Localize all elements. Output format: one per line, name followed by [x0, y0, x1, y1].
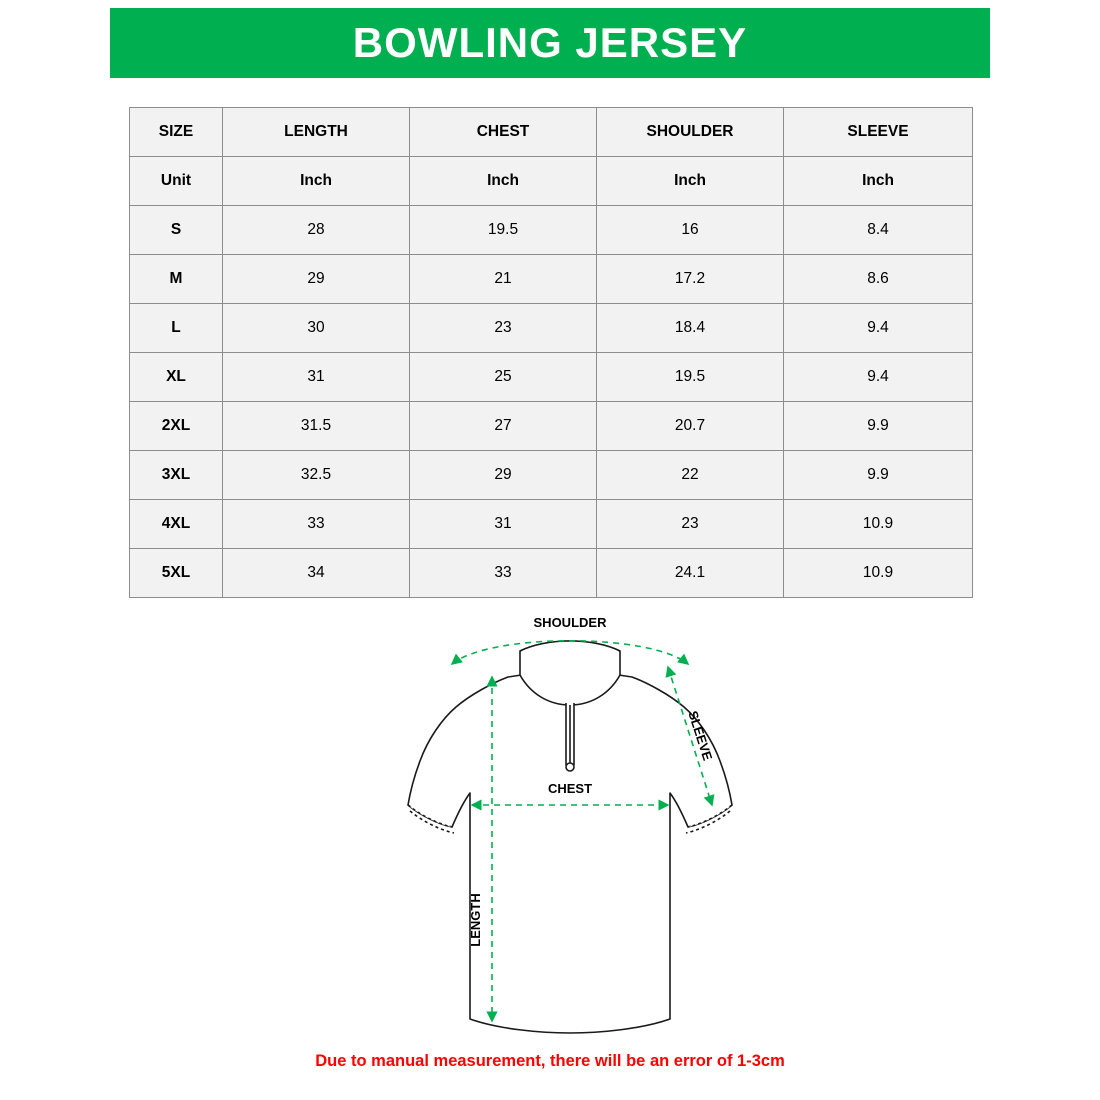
- row-length: 31: [223, 353, 410, 402]
- column-header-sleeve: SLEEVE: [784, 108, 973, 157]
- unit-shoulder: Inch: [597, 157, 784, 206]
- row-length: 28: [223, 206, 410, 255]
- table-row-unit: [130, 157, 973, 206]
- row-size: 5XL: [130, 549, 223, 598]
- table-row: [130, 451, 973, 500]
- size-chart-table: [129, 107, 973, 598]
- unit-sleeve: Inch: [784, 157, 973, 206]
- shoulder-label: SHOULDER: [533, 615, 607, 630]
- row-size: S: [130, 206, 223, 255]
- row-length: 32.5: [223, 451, 410, 500]
- row-size: M: [130, 255, 223, 304]
- unit-label: Unit: [130, 157, 223, 206]
- length-label: LENGTH: [468, 893, 483, 947]
- row-shoulder: 24.1: [597, 549, 784, 598]
- table-row: [130, 255, 973, 304]
- row-shoulder: 17.2: [597, 255, 784, 304]
- row-chest: 25: [410, 353, 597, 402]
- row-size: L: [130, 304, 223, 353]
- table-header-row: [130, 108, 973, 157]
- page-title: BOWLING JERSEY: [352, 19, 748, 66]
- row-chest: 21: [410, 255, 597, 304]
- table-row: [130, 206, 973, 255]
- row-shoulder: 22: [597, 451, 784, 500]
- column-header-chest: CHEST: [410, 108, 597, 157]
- table-row: [130, 353, 973, 402]
- row-shoulder: 19.5: [597, 353, 784, 402]
- row-sleeve: 8.6: [784, 255, 973, 304]
- row-sleeve: 8.4: [784, 206, 973, 255]
- unit-length: Inch: [223, 157, 410, 206]
- row-length: 30: [223, 304, 410, 353]
- chest-label: CHEST: [547, 781, 593, 796]
- header-banner: [110, 8, 990, 78]
- row-sleeve: 9.4: [784, 304, 973, 353]
- row-size: XL: [130, 353, 223, 402]
- row-chest: 31: [410, 500, 597, 549]
- row-chest: 19.5: [410, 206, 597, 255]
- row-shoulder: 18.4: [597, 304, 784, 353]
- row-chest: 27: [410, 402, 597, 451]
- row-chest: 29: [410, 451, 597, 500]
- row-length: 31.5: [223, 402, 410, 451]
- row-length: 34: [223, 549, 410, 598]
- measurement-note: Due to manual measurement, there will be an error of 1-3cm: [315, 1052, 785, 1070]
- row-shoulder: 20.7: [597, 402, 784, 451]
- jersey-measurement-diagram: [380, 615, 760, 1040]
- row-shoulder: 16: [597, 206, 784, 255]
- row-size: 2XL: [130, 402, 223, 451]
- row-sleeve: 9.9: [784, 402, 973, 451]
- sleeve-label: SLEEVE: [685, 708, 716, 763]
- jersey-outline: [408, 641, 732, 1033]
- table-row: [130, 549, 973, 598]
- row-chest: 33: [410, 549, 597, 598]
- table-row: [130, 402, 973, 451]
- row-length: 29: [223, 255, 410, 304]
- column-header-length: LENGTH: [223, 108, 410, 157]
- row-sleeve: 9.4: [784, 353, 973, 402]
- row-shoulder: 23: [597, 500, 784, 549]
- table-row: [130, 500, 973, 549]
- row-size: 3XL: [130, 451, 223, 500]
- row-sleeve: 10.9: [784, 500, 973, 549]
- row-size: 4XL: [130, 500, 223, 549]
- row-chest: 23: [410, 304, 597, 353]
- row-length: 33: [223, 500, 410, 549]
- row-sleeve: 9.9: [784, 451, 973, 500]
- table-row: [130, 304, 973, 353]
- row-sleeve: 10.9: [784, 549, 973, 598]
- unit-chest: Inch: [410, 157, 597, 206]
- column-header-shoulder: SHOULDER: [597, 108, 784, 157]
- column-header-size: SIZE: [130, 108, 223, 157]
